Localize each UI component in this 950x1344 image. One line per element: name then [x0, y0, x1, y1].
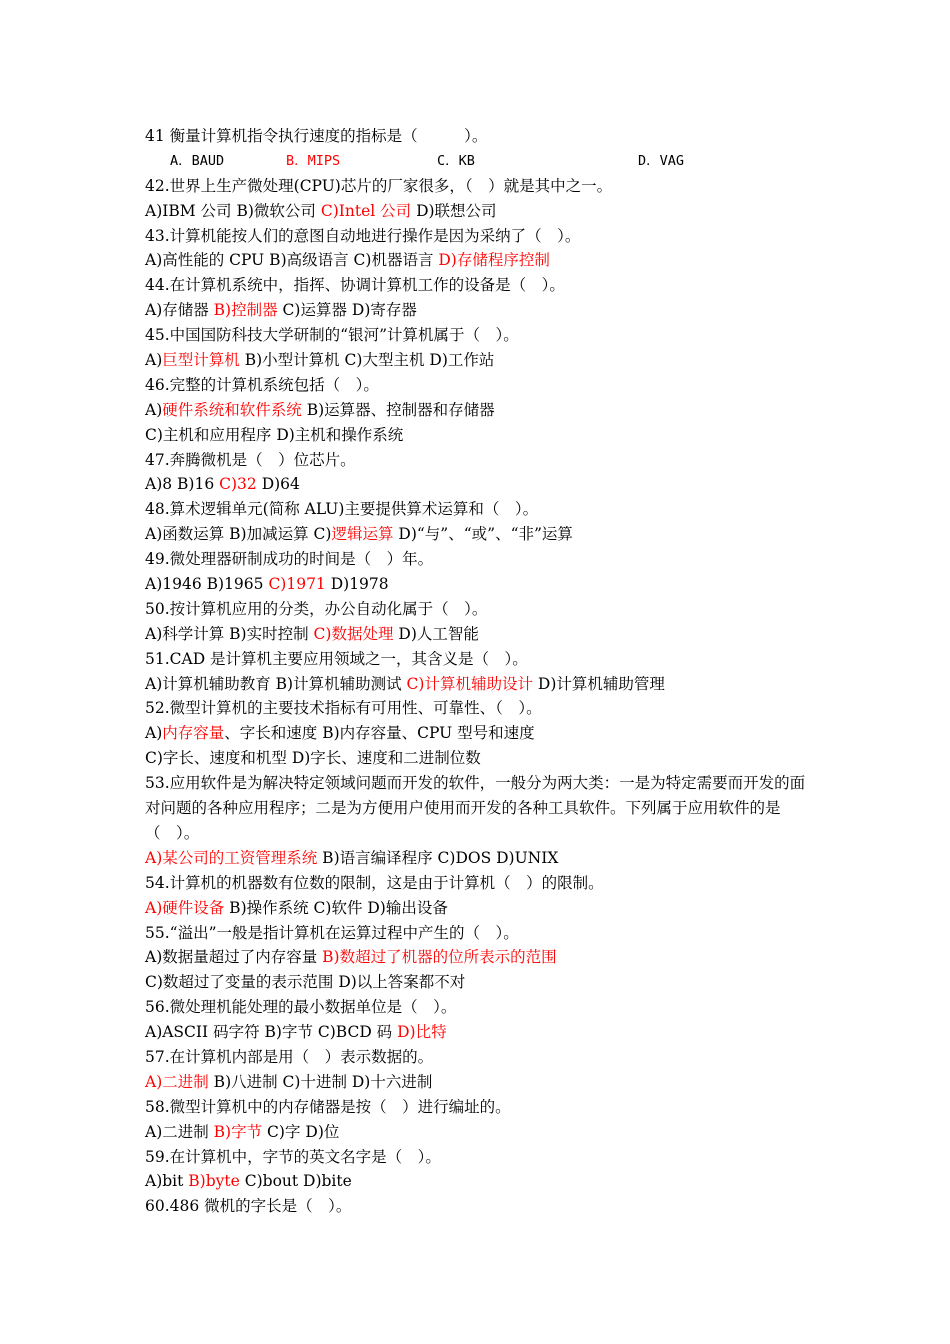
text-line [145, 572, 815, 597]
line-text: C)字长、速度和机型 D)字长、速度和二进制位数 [145, 749, 481, 768]
text-line [145, 672, 815, 697]
line-text: 43.计算机能按人们的意图自动地进行操作是因为采纳了（ ）。 [145, 226, 581, 245]
answer-text: B)byte [188, 1172, 240, 1191]
line-text: A)函数运算 B)加减运算 C) [145, 525, 332, 544]
line-text: 47.奔腾微机是（ ）位芯片。 [145, 450, 356, 469]
line-text: D)计算机辅助管理 [532, 674, 665, 693]
text-line [145, 373, 815, 398]
answer-text: A)硬件设备 [145, 898, 225, 917]
option-41-b-answer: B．MIPS [286, 152, 341, 169]
text-line [145, 896, 815, 921]
line-text: C)运算器 D)寄存器 [277, 301, 417, 320]
text-line [145, 348, 815, 373]
question-41-options [145, 149, 815, 174]
option-41-a: A．BAUD [170, 152, 225, 169]
text-line [145, 1194, 815, 1219]
text-line [145, 323, 815, 348]
line-text: C)数超过了变量的表示范围 D)以上答案都不对 [145, 973, 466, 992]
text-line [145, 1045, 815, 1070]
line-text: 58.微型计算机中的内存储器是按（ ）进行编址的。 [145, 1097, 511, 1116]
text-line [145, 248, 815, 273]
answer-text: 逻辑运算 [331, 525, 394, 544]
answer-text: 内存容量 [162, 724, 225, 743]
line-text: A) [145, 724, 163, 743]
line-text: D)64 [256, 475, 300, 494]
text-line [145, 224, 815, 249]
line-text: A)科学计算 B)实时控制 [145, 624, 314, 643]
text-line [145, 174, 815, 199]
line-text: 45.中国国防科技大学研制的“银河”计算机属于（ ）。 [145, 326, 519, 345]
text-line [145, 1169, 815, 1194]
answer-text: 巨型计算机 [162, 351, 240, 370]
text-line [145, 1020, 815, 1045]
answer-text: B)控制器 [213, 301, 278, 320]
line-text: B)操作系统 C)软件 D)输出设备 [224, 898, 448, 917]
line-text: B)运算器、控制器和存储器 [301, 400, 495, 419]
option-41-d: D．VAG [638, 152, 685, 169]
line-text: 59.在计算机中，字节的英文名字是（ ）。 [145, 1147, 441, 1166]
text-line [145, 721, 815, 746]
line-text: A)计算机辅助教育 B)计算机辅助测试 [145, 674, 407, 693]
text-line [145, 970, 815, 995]
line-text: 48.算术逻辑单元(简称 ALU)主要提供算术运算和（ ）。 [145, 500, 539, 519]
answer-text: A)某公司的工资管理系统 [145, 848, 318, 867]
text-line [145, 995, 815, 1020]
line-text: 57.在计算机内部是用（ ）表示数据的。 [145, 1048, 434, 1066]
text-line [145, 423, 815, 448]
text-line [145, 472, 815, 497]
answer-text: D)存储程序控制 [438, 251, 550, 270]
text-line [145, 547, 815, 572]
text-line [145, 945, 815, 970]
line-text: A)数据量超过了内存容量 [145, 948, 323, 967]
text-line [145, 871, 815, 896]
text-line [145, 597, 815, 622]
text-line [145, 921, 815, 946]
line-text: 49.微处理器研制成功的时间是（ ）年。 [145, 550, 434, 569]
line-text: 46.完整的计算机系统包括（ ）。 [145, 375, 379, 394]
line-text: A)高性能的 CPU B)高级语言 C)机器语言 [145, 251, 439, 270]
line-text: A) [145, 351, 163, 370]
line-text: 42.世界上生产微处理(CPU)芯片的厂家很多，（ ）就是其中之一。 [145, 176, 613, 195]
line-text: D)“与”、“或”、“非”运算 [393, 525, 573, 544]
line-text: 44.在计算机系统中，指挥、协调计算机工作的设备是（ ）。 [145, 276, 565, 295]
line-text: D)1978 [325, 575, 389, 594]
line-text: B)小型计算机 C)大型主机 D)工作站 [239, 351, 495, 370]
line-text: 53.应用软件是为解决特定领域问题而开发的软件，一般分为两大类：一是为特定需要而开发的面对问题的各种应用程序；二是为方便用户使用而开发的各种工具软件。下列属于应用软件的是（ ）。 [145, 774, 806, 842]
line-text: 、字长和速度 B)内存容量、CPU 型号和速度 [224, 724, 535, 743]
question-list [145, 174, 815, 1219]
line-text: D)人工智能 [393, 624, 479, 643]
text-line [145, 398, 815, 423]
line-text: B)八进制 C)十进制 D)十六进制 [208, 1072, 433, 1091]
text-line [145, 622, 815, 647]
line-text: A)存储器 [145, 301, 214, 320]
line-text: A)bit [145, 1172, 189, 1191]
line-text: 54.计算机的机器数有位数的限制，这是由于计算机（ ）的限制。 [145, 873, 604, 892]
option-41-c: C．KB [437, 152, 475, 169]
document-page [145, 124, 815, 1219]
line-text: A)IBM 公司 B)微软公司 [145, 201, 321, 220]
line-text: 51.CAD 是计算机主要应用领域之一，其含义是（ ）。 [145, 649, 528, 668]
line-text: 50.按计算机应用的分类，办公自动化属于（ ）。 [145, 599, 488, 618]
line-text: 55.“溢出”一般是指计算机在运算过程中产生的（ ）。 [145, 923, 519, 942]
answer-text: C)Intel 公司 [320, 201, 412, 220]
text-line [145, 448, 815, 473]
answer-text: 硬件系统和软件系统 [162, 400, 302, 419]
line-text: A)二进制 [145, 1122, 214, 1141]
text-line [145, 1145, 815, 1170]
text-line [145, 1120, 815, 1145]
line-text: C)主机和应用程序 D)主机和操作系统 [145, 425, 404, 444]
text-line [145, 1070, 815, 1095]
line-text: C)字 D)位 [262, 1122, 340, 1141]
answer-text: C)计算机辅助设计 [406, 674, 533, 693]
line-text: C)bout D)bite [239, 1172, 352, 1191]
line-text: B)语言编译程序 C)DOS D)UNIX [317, 848, 559, 867]
text-line [145, 771, 815, 846]
line-text: A)8 B)16 [145, 475, 220, 494]
question-41: 41 衡量计算机指令执行速度的指标是（ ）。 [145, 127, 488, 145]
line-text: 56.微处理机能处理的最小数据单位是（ ）。 [145, 998, 457, 1017]
line-text: A)ASCII 码字符 B)字节 C)BCD 码 [145, 1023, 398, 1042]
answer-text: D)比特 [397, 1023, 447, 1042]
text-line [145, 1095, 815, 1120]
text-line [145, 497, 815, 522]
text-line [145, 696, 815, 721]
answer-text: B)数超过了机器的位所表示的范围 [322, 948, 557, 967]
line-text: 60.486 微机的字长是（ ）。 [145, 1197, 352, 1216]
text-line [145, 522, 815, 547]
answer-text: C)数据处理 [313, 624, 394, 643]
text-line [145, 746, 815, 771]
answer-text: C)32 [219, 475, 257, 494]
answer-text: C)1971 [268, 575, 326, 594]
answer-text: A)二进制 [145, 1072, 209, 1091]
answer-text: B)字节 [213, 1122, 263, 1141]
line-text: D)联想公司 [411, 201, 497, 220]
text-line [145, 298, 815, 323]
text-line [145, 199, 815, 224]
line-text: A) [145, 400, 163, 419]
line-text: 52.微型计算机的主要技术指标有可用性、可靠性、（ ）。 [145, 699, 542, 718]
text-line [145, 647, 815, 672]
line-text: A)1946 B)1965 [145, 575, 269, 594]
text-line [145, 846, 815, 871]
text-line [145, 273, 815, 298]
